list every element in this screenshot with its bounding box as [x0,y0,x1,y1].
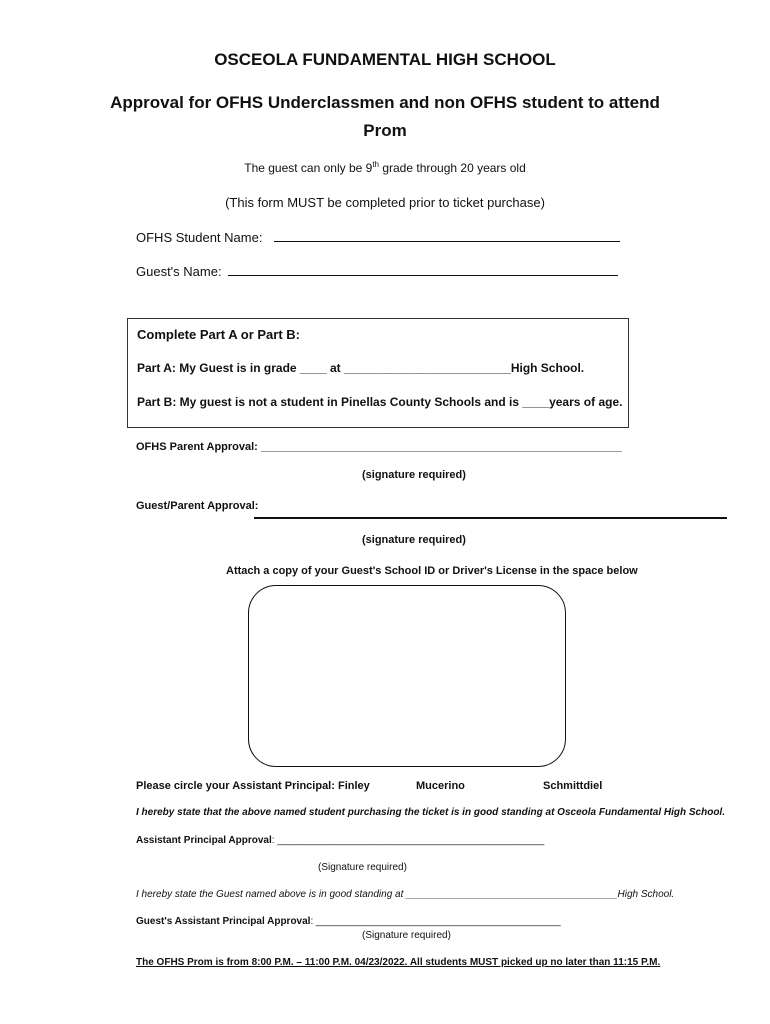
guest-parent-signature-line [254,517,727,519]
principal-option-schmittdiel[interactable]: Schmittdiel [543,780,603,792]
student-name-line[interactable] [274,229,620,242]
guest-ap-approval-line: : ____________________________________________ [310,916,561,927]
guest-ap-signature-note: (Signature required) [362,930,451,941]
form-title-line1: Approval for OFHS Underclassmen and non OFHS student to attend [110,93,660,112]
ap-signature-note: (Signature required) [318,862,407,873]
principal-circle-label: Please circle your Assistant Principal: [136,780,335,792]
student-name-label: OFHS Student Name: [136,230,263,245]
parent-approval-line: OFHS Parent Approval: ___________________________________________________________ [136,441,622,453]
guest-note-post: grade through 20 years old [379,161,526,175]
guest-parent-signature-note: (signature required) [362,534,466,546]
guest-name-line[interactable] [228,263,618,276]
school-name: OSCEOLA FUNDAMENTAL HIGH SCHOOL [214,50,556,69]
assistant-principal-approval [136,835,544,846]
part-choice-box [127,318,629,428]
part-box-heading: Complete Part A or Part B: [137,327,301,342]
student-standing-statement: I hereby state that the above named student purchasing the ticket is in good standing at Osceola Fundamental High School. [136,807,725,818]
prom-time-footer: The OFHS Prom is from 8:00 P.M. – 11:00 P.M. 04/23/2022. All students MUST picked up no later than 11:15 P.M. [136,957,661,968]
guest-note-pre: The guest can only be 9 [244,161,373,175]
guest-ap-approval-label: Guest's Assistant Principal Approval [136,916,311,927]
guest-parent-approval-label: Guest/Parent Approval: [136,500,259,512]
ap-approval-label: Assistant Principal Approval [136,835,272,846]
form-title-line2: Prom [363,121,407,140]
part-a-line [137,361,584,375]
guest-standing-text: I hereby state the Guest named above is in good standing at ______________________________________ [136,889,618,900]
part-a-suffix: High School. [510,361,585,375]
part-a-text: Part A: My Guest is in grade ____ at _________________________ [137,361,511,375]
principal-option-finley[interactable]: Finley [338,780,370,792]
must-complete-note: (This form MUST be completed prior to ticket purchase) [225,195,545,210]
part-b-line: Part B: My guest is not a student in Pinellas County Schools and is ____years of age. [137,395,623,409]
guest-ap-approval [136,916,561,927]
student-name-field [136,229,620,245]
guest-name-field [136,263,618,279]
id-attachment-area [248,585,566,767]
parent-signature-note: (signature required) [362,469,466,481]
principal-option-mucerino[interactable]: Mucerino [416,780,465,792]
guest-name-label: Guest's Name: [136,264,222,279]
guest-eligibility-note [0,160,770,175]
guest-standing-statement [136,889,674,900]
guest-note-sup: th [372,160,379,169]
attach-id-instruction: Attach a copy of your Guest's School ID or Driver's License in the space below [226,565,638,577]
ap-approval-line: : ________________________________________________ [271,835,545,846]
guest-standing-suffix: High School. [617,889,675,900]
